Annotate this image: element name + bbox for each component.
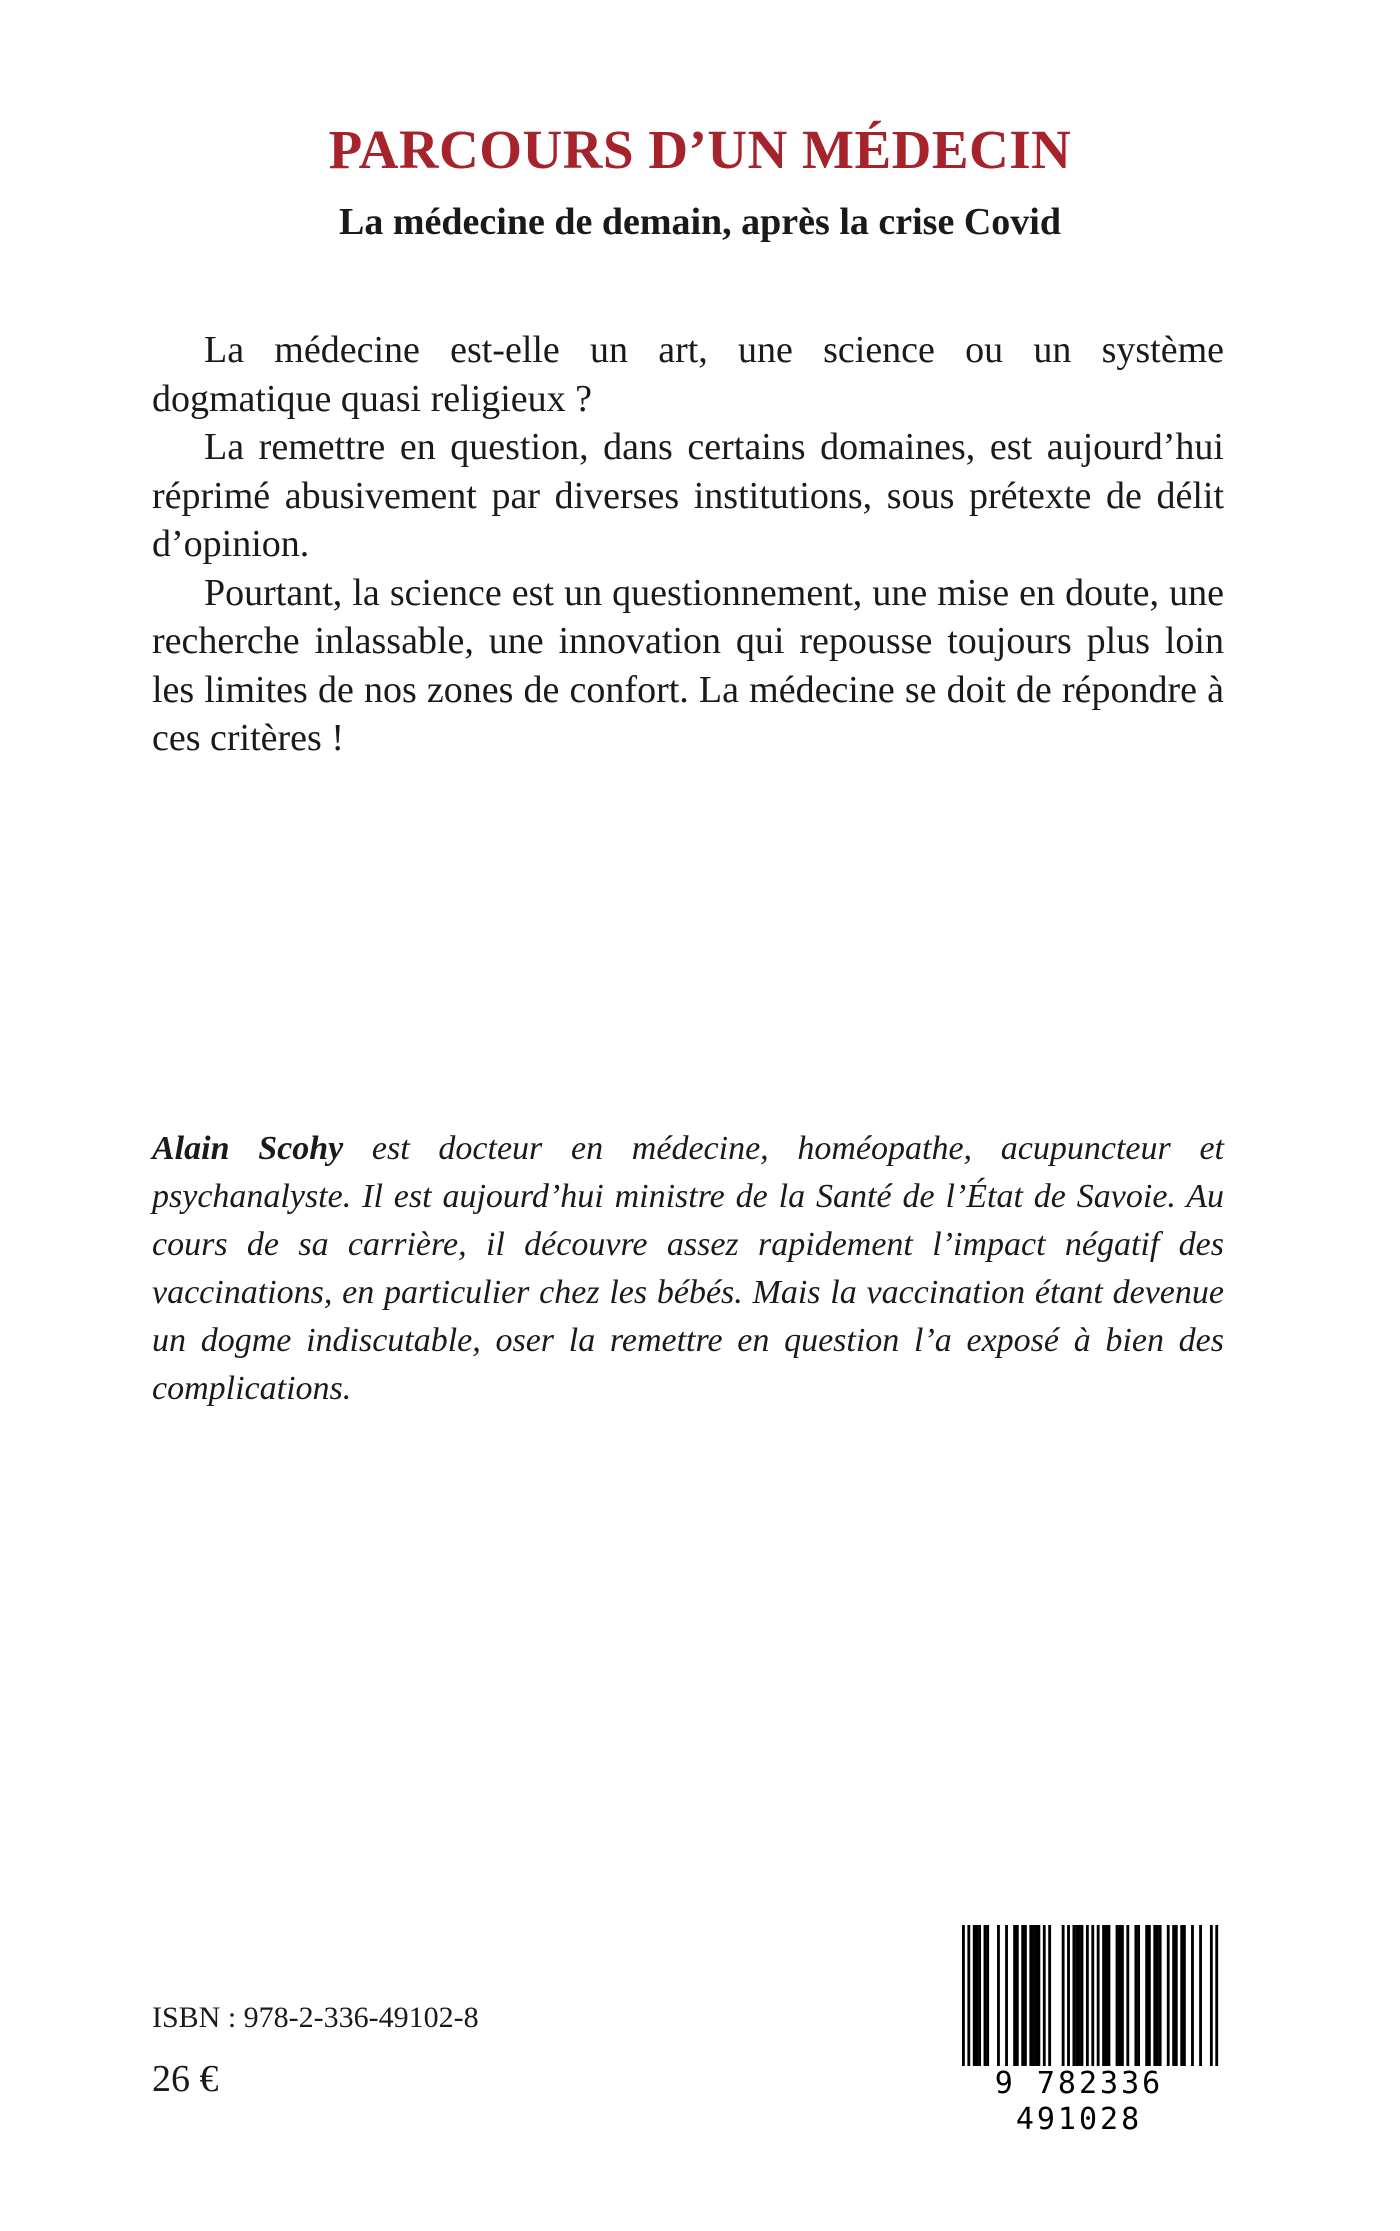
- barcode-bar: [1175, 1925, 1178, 2067]
- barcode-bar: [1137, 1925, 1140, 2067]
- barcode-bar: [1105, 1925, 1108, 2067]
- barcode-bar: [1037, 1925, 1040, 2067]
- barcode-bar: [1024, 1925, 1027, 2067]
- book-subtitle: La médecine de demain, après la crise Covid: [339, 201, 1061, 243]
- isbn: ISBN : 978-2-336-49102-8: [152, 2001, 479, 2034]
- barcode-bar: [1148, 1925, 1151, 2067]
- barcode-bar: [1029, 1925, 1032, 2067]
- barcode-bar: [1062, 1925, 1065, 2067]
- barcode-bar: [1067, 1925, 1070, 2067]
- barcode-bar: [975, 1925, 978, 2067]
- barcode-bar: [967, 1925, 970, 2085]
- barcode-bar: [1153, 1925, 1156, 2067]
- barcode-bar: [1005, 1925, 1008, 2067]
- barcode-bar: [1097, 1925, 1100, 2067]
- blurb-paragraph-1: La médecine est-elle un art, une science ou un système dogmatique quasi religieux ?: [152, 329, 1224, 420]
- barcode-bar: [1172, 1925, 1175, 2067]
- barcode-bar: [1108, 1925, 1111, 2067]
- barcode-bar: [1215, 1925, 1218, 2085]
- barcode-bar: [1035, 1925, 1038, 2067]
- barcode-bar: [1081, 1925, 1084, 2067]
- blurb-paragraph-2: La remettre en question, dans certains domaines, est aujourd’hui réprimé abusivement par diverses institutions, sous prétexte de délit d’opinion.: [152, 426, 1224, 565]
- barcode-bar: [1118, 1925, 1121, 2067]
- barcode-bar: [978, 1925, 981, 2067]
- barcode-bar: [1126, 1925, 1129, 2067]
- barcode-bar: [1167, 1925, 1170, 2067]
- barcode-bar: [1091, 1925, 1094, 2085]
- back-cover-blurb: [152, 326, 1224, 763]
- barcode-bar: [1134, 1925, 1137, 2067]
- barcode-bar: [1199, 1925, 1202, 2067]
- author-name: Alain Scohy: [152, 1130, 344, 1167]
- barcode-bar: [1043, 1925, 1046, 2067]
- blurb-paragraph-3: Pourtant, la science est un questionnement, une mise en doute, une recherche inlassable, une innovation qui repousse toujours plus loin les limites de nos zones de confort. La médecine se doit de répondre à ces critères !: [152, 571, 1224, 759]
- price: 26 €: [152, 2058, 219, 2100]
- barcode-bar: [1102, 1925, 1105, 2067]
- barcode-bar: [1086, 1925, 1089, 2085]
- barcode-bar: [1159, 1925, 1162, 2067]
- barcode-bar: [1072, 1925, 1075, 2067]
- barcode-number: 9 782336 491028: [934, 2066, 1224, 2138]
- barcode-bar: [986, 1925, 989, 2067]
- barcode-bar: [1156, 1925, 1159, 2067]
- barcode-bar: [1145, 1925, 1148, 2067]
- barcode-bar: [1183, 1925, 1186, 2067]
- barcode-bar: [997, 1925, 1000, 2067]
- barcode-bar: [973, 1925, 976, 2067]
- barcode-bar: [984, 1925, 987, 2067]
- author-bio-text: est docteur en médecine, homéopathe, acupuncteur et psychanalyste. Il est aujourd’hui ministre de la Santé de l’État de Savoie. Au cours de sa carrière, il découvre assez rapidement l’impact négatif des vaccinations, en particulier chez les bébés. Mais la vaccination étant devenue un dogme indiscutable, oser la remettre en question l’a exposé à bien des complications.: [152, 1130, 1224, 1407]
- barcode-bar: [1016, 1925, 1019, 2067]
- barcode-bar: [1048, 1925, 1051, 2067]
- barcode-bar: [1210, 1925, 1213, 2085]
- barcode-bar: [1116, 1925, 1119, 2067]
- barcode-bar: [1121, 1925, 1124, 2067]
- barcode-bar: [1191, 1925, 1194, 2067]
- barcode-bar: [1078, 1925, 1081, 2067]
- barcode-bar: [1021, 1925, 1024, 2067]
- author-bio: [152, 1125, 1224, 1413]
- barcode-bar: [962, 1925, 965, 2085]
- barcode-bar: [1032, 1925, 1035, 2067]
- book-title: PARCOURS D’UN MÉDECIN: [328, 119, 1072, 180]
- barcode-bar: [1013, 1925, 1016, 2067]
- barcode-bar: [1075, 1925, 1078, 2067]
- barcode-bar: [1180, 1925, 1183, 2067]
